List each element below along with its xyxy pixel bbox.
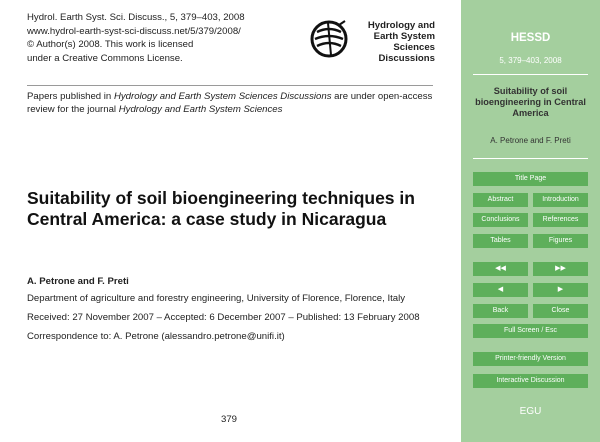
previous-arrow-icon: ◀ <box>497 286 504 293</box>
abstract-button[interactable]: Abstract <box>473 193 528 207</box>
printer-friendly-button[interactable]: Printer-friendly Version <box>473 352 588 366</box>
navigation-sidebar <box>461 0 600 442</box>
article-title: Suitability of soil bioengineering techniques in Central America: a case study in Nicaragua <box>27 188 415 229</box>
title-page-button[interactable]: Title Page <box>473 172 588 186</box>
interactive-discussion-button[interactable]: Interactive Discussion <box>473 374 588 388</box>
logo-line-3: Sciences <box>393 42 435 53</box>
sidebar-volume: 5, 379–403, 2008 <box>499 56 562 65</box>
figures-button[interactable]: Figures <box>533 234 588 248</box>
publisher-logo: EGU <box>519 406 542 417</box>
review-notice-journal: Hydrology and Earth System Sciences <box>118 104 283 115</box>
sidebar-divider <box>473 158 588 159</box>
last-page-button[interactable] <box>533 262 588 276</box>
next-page-button[interactable] <box>533 283 588 297</box>
sidebar-authors: A. Petrone and F. Preti <box>490 136 571 145</box>
logo-wordmark <box>349 20 435 64</box>
review-notice-discussions-journal: Hydrology and Earth System Sciences Discussions <box>113 91 332 102</box>
logo-line-4: Discussions <box>378 53 435 64</box>
conclusions-button[interactable]: Conclusions <box>473 213 528 227</box>
first-page-icon: ◀◀ <box>495 265 506 272</box>
citation-line: Hydrol. Earth Syst. Sci. Discuss., 5, 379–403, 2008 <box>27 12 245 23</box>
previous-page-button[interactable] <box>473 283 528 297</box>
introduction-button[interactable]: Introduction <box>533 193 588 207</box>
back-button[interactable]: Back <box>473 304 528 318</box>
correspondence: Correspondence to: A. Petrone (alessandro.petrone@unifi.it) <box>27 331 285 342</box>
citation-header <box>27 11 245 65</box>
logo-line-1: Hydrology and <box>367 20 435 31</box>
globe-logo-icon <box>309 17 353 61</box>
page-number: 379 <box>221 414 238 425</box>
affiliation: Department of agriculture and forestry engineering, University of Florence, Florence, Italy <box>27 293 406 304</box>
license-line: under a Creative Commons License. <box>27 52 183 64</box>
journal-logo <box>309 17 437 63</box>
article-authors: A. Petrone and F. Preti <box>27 276 129 287</box>
review-notice-prefix: Papers published in <box>27 91 114 102</box>
doi-url[interactable]: www.hydrol-earth-syst-sci-discuss.net/5/379/2008/ <box>27 25 241 37</box>
last-page-icon: ▶▶ <box>555 265 566 272</box>
publication-dates: Received: 27 November 2007 – Accepted: 6 December 2007 – Published: 13 February 2008 <box>27 312 420 323</box>
review-notice <box>27 90 437 116</box>
sidebar-title: Suitability of soil bioengineering in Central America <box>475 86 586 118</box>
close-button[interactable]: Close <box>533 304 588 318</box>
review-notice-middle: are under open-access review for the journal <box>27 91 433 115</box>
sidebar-journal-name: HESSD <box>510 32 551 44</box>
references-button[interactable]: References <box>533 213 588 227</box>
logo-line-2: Earth System <box>373 31 435 42</box>
full-screen-button[interactable]: Full Screen / Esc <box>473 324 588 338</box>
sidebar-divider <box>473 74 588 75</box>
copyright-line: © Author(s) 2008. This work is licensed <box>27 39 194 50</box>
tables-button[interactable]: Tables <box>473 234 528 248</box>
first-page-button[interactable] <box>473 262 528 276</box>
next-arrow-icon: ▶ <box>557 286 564 293</box>
header-divider <box>27 85 433 86</box>
